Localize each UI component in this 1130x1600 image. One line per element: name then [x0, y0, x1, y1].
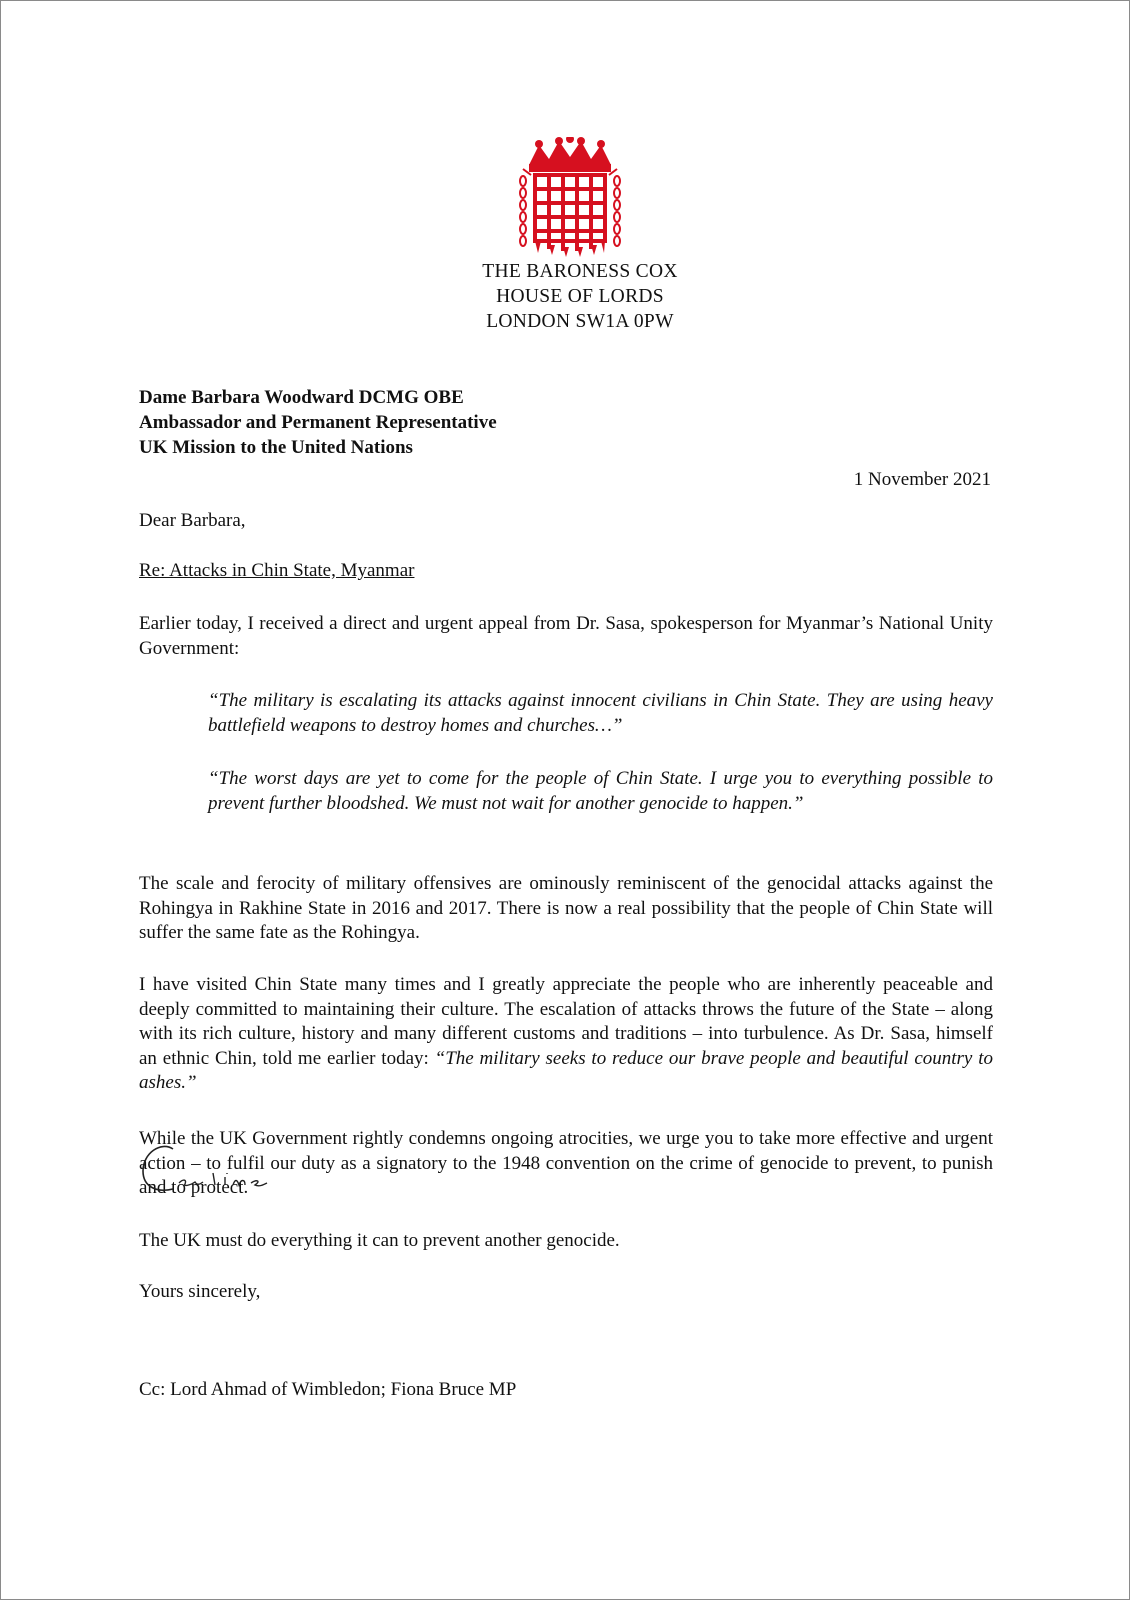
sender-name: THE BARONESS COX [482, 261, 678, 282]
sender-city: LONDON SW1A 0PW [486, 311, 674, 332]
portcullis-crown-icon [515, 137, 625, 259]
paragraph-5: The UK must do everything it can to prevent another genocide. [139, 1230, 620, 1251]
salutation: Dear Barbara, [139, 510, 246, 531]
paragraph-1: Earlier today, I received a direct and urgent appeal from Dr. Sasa, spokesperson for Myanmar’s National Unity Government: [139, 613, 993, 659]
recipient-name: Dame Barbara Woodward DCMG OBE [139, 387, 464, 408]
sender-address [421, 259, 739, 334]
paragraph-2: The scale and ferocity of military offensives are ominously reminiscent of the genocidal attacks against the Rohingya in Rakhine State in 2016 and 2017. There is now a real possibility that the people of Chin State will suffer the same fate as the Rohingya. [139, 873, 993, 943]
paragraph-3-text: I have visited Chin State many times and I greatly appreciate the people who are inherently peaceable and deeply committed to maintaining their culture. The escalation of attacks throws the future of the State – along with its rich culture, history and many different customs and traditions – into turbulence. As Dr. Sasa, himself an ethnic Chin, told me earlier today: [139, 974, 993, 1069]
subject-line [139, 559, 993, 584]
subject-text: Re: Attacks in Chin State, Myanmar [139, 560, 415, 581]
quote-2: “The worst days are yet to come for the people of Chin State. I urge you to everything possible to prevent further bloodshed. We must not wait for another genocide to happen.” [208, 768, 993, 814]
sender-house: HOUSE OF LORDS [496, 286, 664, 307]
closing: Yours sincerely, [139, 1281, 261, 1302]
paragraph-4: While the UK Government rightly condemns ongoing atrocities, we urge you to take more effective and urgent action – to fulfil our duty as a signatory to the 1948 convention on the crime of genocide to prevent, to punish and to protect. [139, 1128, 993, 1198]
handwritten-signature [139, 1139, 279, 1199]
cc-line: Cc: Lord Ahmad of Wimbledon; Fiona Bruce MP [139, 1379, 517, 1400]
recipient-organisation: UK Mission to the United Nations [139, 437, 413, 458]
quote-1: “The military is escalating its attacks against innocent civilians in Chin State. They are using heavy battlefield weapons to destroy homes and churches…” [208, 690, 993, 736]
paragraph-3-quote: “The military seeks to reduce our brave people and beautiful country to ashes.” [139, 1047, 993, 1093]
recipient-title: Ambassador and Permanent Representative [139, 412, 497, 433]
paragraph-3 [139, 973, 993, 1096]
letter-date: 1 November 2021 [853, 469, 991, 490]
recipient-block [139, 385, 497, 460]
